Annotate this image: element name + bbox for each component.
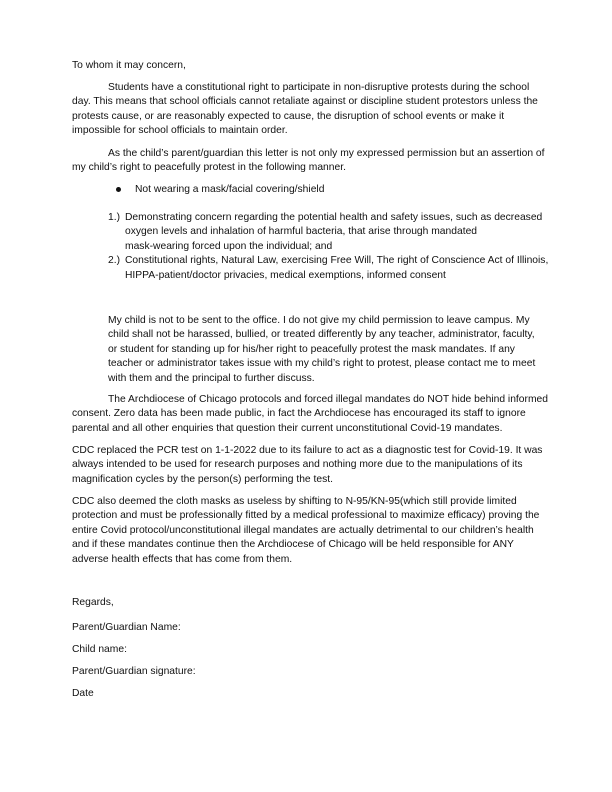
paragraph-child-conduct <box>108 314 535 386</box>
text-line: my child’s right to peacefully protest in the following manner. <box>72 162 346 174</box>
paragraph-protest-rights <box>72 81 538 139</box>
text-line: As the child’s parent/guardian this letter is not only my expressed permission but an assertion of <box>108 148 545 159</box>
text-line: My child is not to be sent to the office. I do not give my child permission to leave campus. My <box>108 315 530 326</box>
text-line: protection and must be professionally fitted by a medical professional to maximize efficacy) proving the <box>72 510 540 522</box>
text-line: HIPPA-patient/doctor privacies, medical exemptions, informed consent <box>125 269 446 281</box>
paragraph-pcr <box>72 444 542 487</box>
text-line: consent. Zero data has been made public, in fact the Archdiocese has encouraged its staff to ignore <box>72 408 526 420</box>
text-line: adverse health effects that has come from them. <box>72 553 293 565</box>
text-line: day. This means that school officials cannot retaliate against or discipline student protestors unless the <box>72 96 538 108</box>
text-line: always intended to be used for research purposes and nothing more due to the manipulations of its <box>72 459 523 471</box>
text-line: Constitutional rights, Natural Law, exercising Free Will, The right of Conscience Act of Illinois, <box>125 255 549 267</box>
text-line: magnification cycles by the person(s) performing the test. <box>72 473 333 485</box>
list-number: 1.) <box>108 212 121 223</box>
text-line: impossible for school officials to maintain order. <box>72 125 288 137</box>
salutation-text: To whom it may concern, <box>72 60 186 71</box>
text-line: Demonstrating concern regarding the potential health and safety issues, such as decreased <box>125 212 543 223</box>
text-line: protests cause, or are reasonably expected to cause, the disruption of school events or make it <box>72 110 505 122</box>
paragraph-masks <box>72 495 539 567</box>
signature-label: Parent/Guardian signature: <box>72 666 196 677</box>
text-line: parental and all other enquiries that question their current unconstitutional Covid-19 mandates. <box>72 422 503 434</box>
numbered-list <box>108 211 548 283</box>
salutation <box>72 59 186 73</box>
bullet-icon <box>116 187 121 192</box>
paragraph-archdiocese <box>72 393 548 436</box>
text-line: oxygen levels and inhalation of harmful bacteria, that arise through mandated <box>125 226 478 238</box>
text-line: CDC also deemed the cloth masks as useless by shifting to N-95/KN-95(which still provide limited <box>72 496 517 507</box>
date-label: Date <box>72 688 94 699</box>
list-item <box>108 211 548 225</box>
list-item <box>108 254 548 268</box>
paragraph-permission <box>72 147 545 176</box>
text-line: and if these mandates continue then the Archdiocese of Chicago will be held responsible for ANY <box>72 539 514 551</box>
text-line: or student for standing up for his/her right to peacefully protest the mask mandates. If any <box>108 343 515 355</box>
text-line: mask-wearing forced upon the individual; and <box>125 240 333 252</box>
text-line: CDC replaced the PCR test on 1-1-2022 due to its failure to act as a diagnostic test for Covid-19. It was <box>72 445 543 456</box>
closing-regards: Regards, <box>72 597 114 608</box>
list-number: 2.) <box>108 255 121 267</box>
text-line: Students have a constitutional right to participate in non-disruptive protests during the school <box>108 82 530 93</box>
bullet-item <box>116 183 324 197</box>
child-name-label: Child name: <box>72 644 127 655</box>
text-line: teacher or administrator takes issue with my child’s right to protest, please contact me to meet <box>108 358 536 370</box>
text-line: The Archdiocese of Chicago protocols and forced illegal mandates do NOT hide behind informed <box>108 394 548 405</box>
guardian-name-label: Parent/Guardian Name: <box>72 622 181 633</box>
text-line: with them and the principal to further discuss. <box>108 372 315 384</box>
text-line: entire Covid protocol/unconstitutional illegal mandates are actually detrimental to our children’s health <box>72 524 534 536</box>
bullet-text: Not wearing a mask/facial covering/shield <box>135 184 325 195</box>
text-line: child shall not be harassed, bullied, or treated differently by any teacher, administrator, faculty, <box>108 329 535 341</box>
